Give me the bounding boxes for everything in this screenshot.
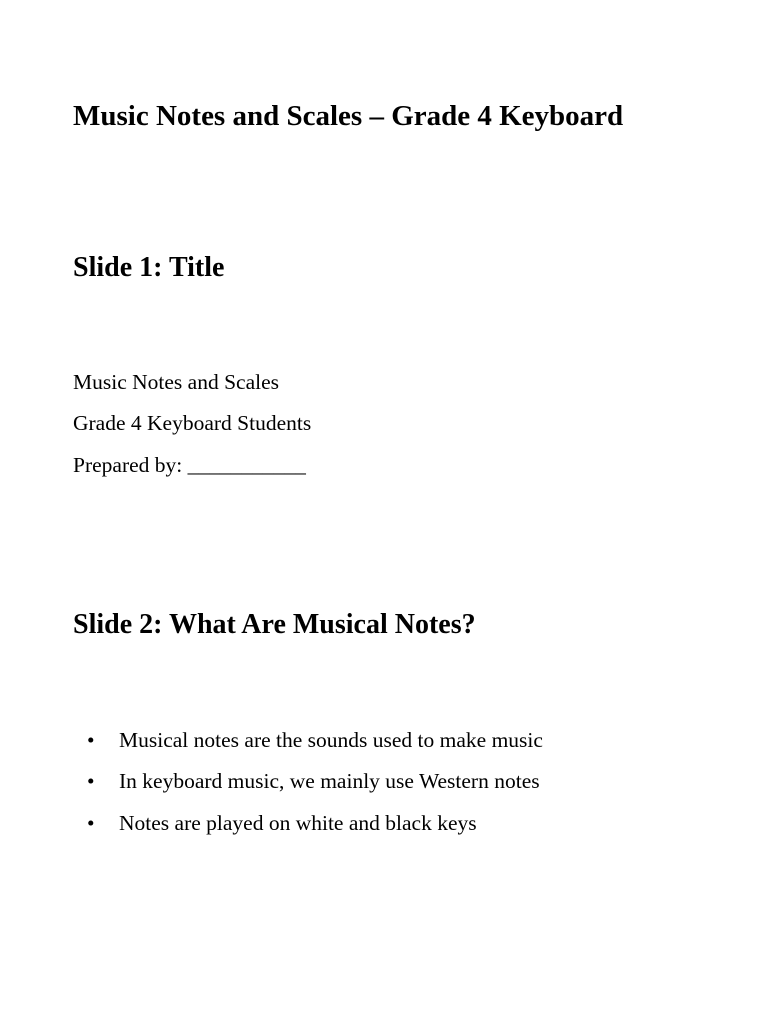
document-title: Music Notes and Scales – Grade 4 Keyboard [73, 100, 624, 132]
bullet-icon: • [87, 811, 95, 835]
slide-1-line-audience: Grade 4 Keyboard Students [73, 411, 312, 435]
bullet-text: In keyboard music, we mainly use Western notes [119, 769, 540, 793]
slide-2-heading: Slide 2: What Are Musical Notes? [73, 609, 476, 640]
bullet-text: Musical notes are the sounds used to make music [119, 728, 543, 752]
bullet-icon: • [87, 769, 95, 793]
slide-1-heading: Slide 1: Title [73, 252, 225, 283]
bullet-text: Notes are played on white and black keys [119, 811, 477, 835]
slide-1-line-prepared-by: Prepared by: ___________ [73, 453, 306, 477]
slide-1-line-title: Music Notes and Scales [73, 370, 280, 394]
bullet-icon: • [87, 728, 95, 752]
